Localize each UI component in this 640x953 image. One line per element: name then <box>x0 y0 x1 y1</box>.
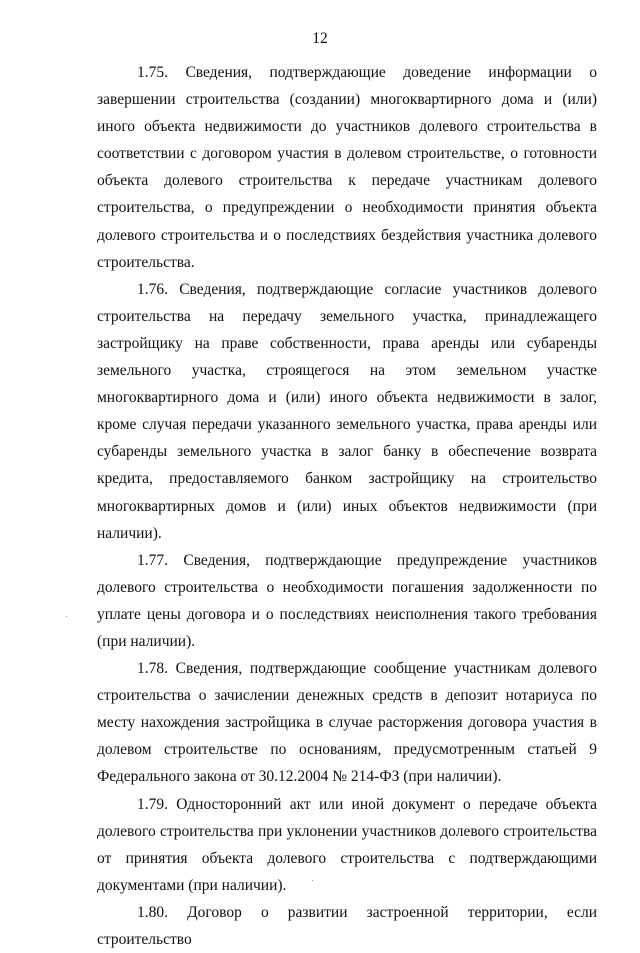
paragraph-1-80: 1.80. Договор о развитии застроенной территории, если строительство <box>97 903 597 948</box>
paragraph-1-75: 1.75. Сведения, подтверждающие доведение информации о завершении строительства (создании) многоквартирного дома и (или) иного объекта недвижимости до участников долевого строительства в соответствии с договором участия в долевом строительстве, о готовности объекта долевого строительства к передаче участникам долевого строительства, о предупреждении о необходимости принятия объекта долевого строительства и о последствиях бездействия участника долевого строительства. <box>97 64 597 271</box>
paragraph-1-76: 1.76. Сведения, подтверждающие согласие участников долевого строительства на передачу земельного участка, принадлежащего застройщику на праве собственности, права аренды или субаренды земельного участка, строящегося на этом земельном участке многоквартирного дома и (или) иного объекта недвижимости в залог, кроме случая передачи указанного земельного участка, права аренды или субаренды земельного участка в залог банку в обеспечение возврата кредита, предоставляемого банком застройщику на строительство многоквартирных домов и (или) иных объектов недвижимости (при наличии). <box>97 280 597 542</box>
paragraph-1-77: 1.77. Сведения, подтверждающие предупреждение участников долевого строительства о необходимости погашения задолженности по уплате цены договора и о последствиях неисполнения такого требования (при наличии). <box>97 551 597 650</box>
document-body <box>97 59 597 953</box>
paragraph-1-78: 1.78. Сведения, подтверждающие сообщение участникам долевого строительства о зачислении денежных средств в депозит нотариуса по месту нахождения застройщика в случае расторжения договора участия в долевом строительстве по основаниям, предусмотренным статьей 9 Федерального закона от 30.12.2004 № 214-ФЗ (при наличии). <box>97 660 597 786</box>
paragraph-1-79: 1.79. Односторонний акт или иной документ о передаче объекта долевого строительства при уклонении участников долевого строительства от принятия объекта долевого строительства с подтверждающими документами (при наличии). <box>97 795 597 894</box>
page-number: 12 <box>312 30 328 47</box>
scan-speck <box>312 880 313 881</box>
scan-speck <box>66 616 67 617</box>
